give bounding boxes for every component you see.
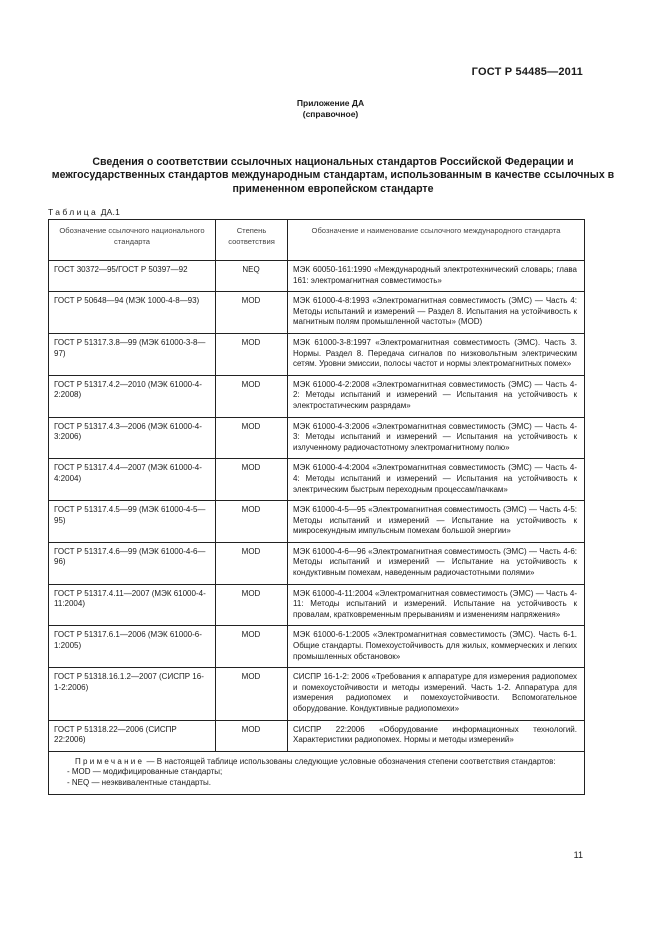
national-standard-cell: ГОСТ Р 51317.4.4—2007 (МЭК 61000-4-4:2004) [49,459,216,501]
table-row [49,261,585,292]
international-standard-cell: МЭК 61000-4-5—95 «Электромагнитная совместимость (ЭМС) — Часть 4-5: Методы испытаний и измерений — Испытание на устойчивость к микросекундным импульсным помехам большой энергии» [288,501,585,543]
international-standard-cell: МЭК 61000-3-8:1997 «Электромагнитная совместимость (ЭМС). Часть 3. Нормы. Раздел 8. Передача сигналов по низковольтным электрическим сетям. Уровни эмиссии, полосы частот и нормы электромагнитных помех» [288,333,585,375]
degree-cell: MOD [216,375,288,417]
column-header-international: Обозначение и наименование ссылочного международного стандарта [288,220,585,261]
international-standard-cell: МЭК 61000-4-11:2004 «Электромагнитная совместимость (ЭМС) — Часть 4-11: Методы испытаний и измерений. Испытание на устойчивость к провалам, кратковременным прерываниям и изменениям напряжения» [288,584,585,626]
degree-cell: MOD [216,333,288,375]
note-word: Примечание [75,756,145,766]
national-standard-cell: ГОСТ 30372—95/ГОСТ Р 50397—92 [49,261,216,292]
international-standard-cell: МЭК 61000-4-2:2008 «Электромагнитная совместимость (ЭМС) — Часть 4-2: Методы испытаний и измерений — Испытания на устойчивость к электростатическим разрядам» [288,375,585,417]
table-row [49,626,585,668]
international-standard-cell: СИСПР 16-1-2: 2006 «Требования к аппаратуре для измерения радиопомех и помехоустойчивости и методы измерений. Часть 1-2. Аппаратура для измерения радиопомех и помехоустойчивости. Вспомогательное оборудование. Кондуктивные радиопомехи» [288,668,585,720]
table-row [49,292,585,334]
table-row [49,459,585,501]
degree-cell: MOD [216,584,288,626]
table-label-number: ДА.1 [100,207,121,217]
document-code: ГОСТ Р 54485—2011 [471,66,583,78]
degree-cell: MOD [216,720,288,751]
degree-cell: NEQ [216,261,288,292]
correspondence-table [48,219,585,795]
table-label-word: Таблица [48,207,99,217]
degree-cell: MOD [216,542,288,584]
note-item-neq: - NEQ — неэквивалентные стандарты. [67,777,211,787]
degree-cell: MOD [216,459,288,501]
table-row [49,417,585,459]
table-row [49,720,585,751]
national-standard-cell: ГОСТ Р 50648—94 (МЭК 1000-4-8—93) [49,292,216,334]
international-standard-cell: МЭК 61000-4-8:1993 «Электромагнитная совместимость (ЭМС) — Часть 4: Методы испытаний и измерений — Раздел 8. Испытания на устойчивость к магнитным полям промышленной частоты» (MOD) [288,292,585,334]
page-number: 11 [573,850,583,860]
international-standard-cell: СИСПР 22:2006 «Оборудование информационных технологий. Характеристики радиопомех. Нормы и методы измерений» [288,720,585,751]
national-standard-cell: ГОСТ Р 51317.4.6—99 (МЭК 61000-4-6—96) [49,542,216,584]
table-header-row [49,220,585,261]
table-row [49,584,585,626]
international-standard-cell: МЭК 61000-4-6—96 «Электромагнитная совместимость (ЭМС) — Часть 4-6: Методы испытаний и измерений — Испытание на устойчивость к кондуктивным помехам, наведенным радиочастотными полями» [288,542,585,584]
international-standard-cell: МЭК 61000-6-1:2005 «Электромагнитная совместимость (ЭМС). Часть 6-1. Общие стандарты. Помехоустойчивость для жилых, коммерческих и легких промышленных обстановок» [288,626,585,668]
note-row [49,751,585,794]
table-row [49,542,585,584]
column-header-degree: Степень соответствия [216,220,288,261]
national-standard-cell: ГОСТ Р 51318.16.1.2—2007 (СИСПР 16-1-2:2006) [49,668,216,720]
degree-cell: MOD [216,668,288,720]
national-standard-cell: ГОСТ Р 51317.4.3—2006 (МЭК 61000-4-3:2006) [49,417,216,459]
table-body [49,261,585,752]
note-body: — В настоящей таблице использованы следующие условные обозначения степени соответствия стандартов: [146,756,556,766]
table-row [49,375,585,417]
table-row [49,333,585,375]
note-item-mod: - MOD — модифицированные стандарты; [67,767,223,777]
national-standard-cell: ГОСТ Р 51317.3.8—99 (МЭК 61000-3-8—97) [49,333,216,375]
national-standard-cell: ГОСТ Р 51317.4.2—2010 (МЭК 61000-4-2:2008) [49,375,216,417]
degree-cell: MOD [216,292,288,334]
note-text [57,757,576,767]
table-row [49,501,585,543]
international-standard-cell: МЭК 60050-161:1990 «Международный электротехнический словарь; глава 161: электромагнитная совместимость» [288,261,585,292]
appendix-title: Приложение ДА [296,98,365,108]
international-standard-cell: МЭК 61000-4-3:2006 «Электромагнитная совместимость (ЭМС) — Часть 4-3: Методы испытаний и измерений — Испытания на устойчивость к излученному радиочастотному электромагнитному полю» [288,417,585,459]
national-standard-cell: ГОСТ Р 51317.6.1—2006 (МЭК 61000-6-1:2005) [49,626,216,668]
international-standard-cell: МЭК 61000-4-4:2004 «Электромагнитная совместимость (ЭМС) — Часть 4-4: Методы испытаний и измерений — Испытания на устойчивость к электрическим быстрым переходным процессам/пачкам» [288,459,585,501]
national-standard-cell: ГОСТ Р 51317.4.11—2007 (МЭК 61000-4-11:2004) [49,584,216,626]
table-label [48,207,120,217]
degree-cell: MOD [216,626,288,668]
section-title: Сведения о соответствии ссылочных национальных стандартов Российской Федерации и межгосударственных стандартов международным стандартам, использованным в качестве ссылочных в примененном европейском стандарте [51,156,615,195]
appendix-subtitle: (справочное) [302,109,359,119]
degree-cell: MOD [216,417,288,459]
table-row [49,668,585,720]
national-standard-cell: ГОСТ Р 51317.4.5—99 (МЭК 61000-4-5—95) [49,501,216,543]
degree-cell: MOD [216,501,288,543]
appendix-heading [0,98,661,120]
national-standard-cell: ГОСТ Р 51318.22—2006 (СИСПР 22:2006) [49,720,216,751]
column-header-national: Обозначение ссылочного национального стандарта [49,220,216,261]
note-cell [49,751,585,794]
